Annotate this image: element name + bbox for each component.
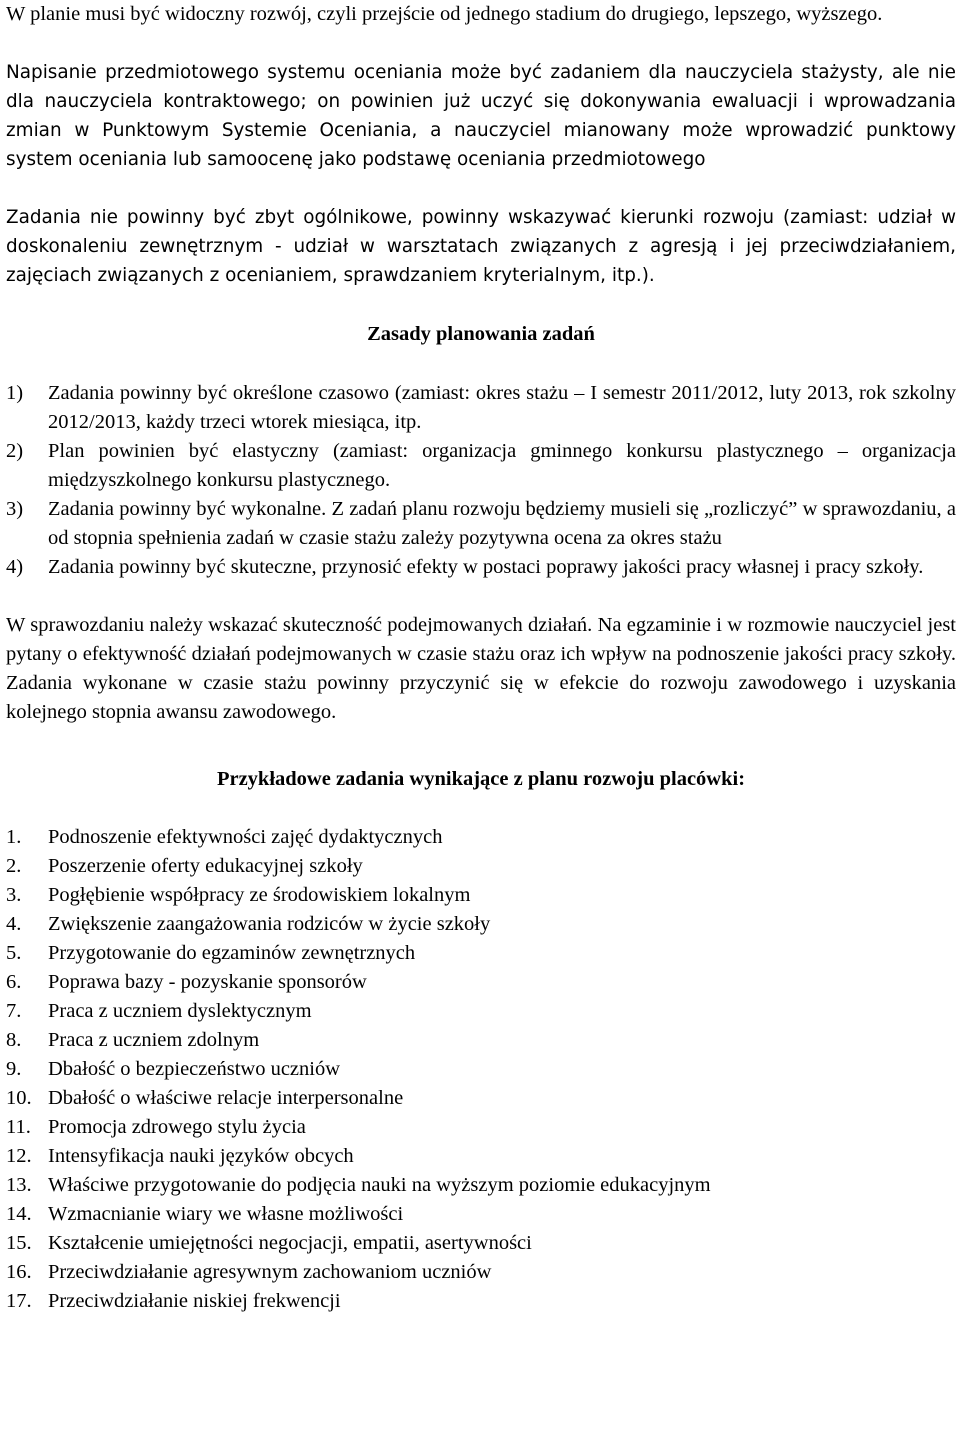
rule-number: 3) [6,498,24,520]
rule-number: 2) [6,440,24,462]
task-number: 4. [6,913,22,935]
spacer [6,29,956,58]
rule-number: 4) [6,556,24,578]
task-number: 9. [6,1058,22,1080]
task-item [6,1200,956,1229]
task-number: 7. [6,1000,22,1022]
task-number: 2. [6,855,22,877]
task-text: Promocja zdrowego stylu życia [48,1116,306,1138]
spacer [6,794,956,823]
spacer [6,582,956,611]
task-item [6,1084,956,1113]
tasks-list [6,823,956,1316]
document-page [6,0,956,1316]
task-text: Pogłębienie współpracy ze środowiskiem lokalnym [48,884,471,906]
task-text: Zwiększenie zaangażowania rodziców w życie szkoły [48,913,491,935]
task-number: 10. [6,1087,32,1109]
task-number: 13. [6,1174,32,1196]
task-number: 5. [6,942,22,964]
task-text: Przeciwdziałanie niskiej frekwencji [48,1290,341,1312]
task-text: Praca z uczniem zdolnym [48,1029,260,1051]
task-number: 17. [6,1290,32,1312]
task-text: Intensyfikacja nauki języków obcych [48,1145,354,1167]
task-item [6,881,956,910]
spacer [6,349,956,379]
task-text: Podnoszenie efektywności zajęć dydaktycznych [48,826,443,848]
rule-text: Zadania powinny być określone czasowo (zamiast: okres stażu – I semestr 2011/2012, luty 2013, rok szkolny 2012/2013, każdy trzeci wtorek miesiąca, itp. [48,382,956,433]
task-text: Poprawa bazy - pozyskanie sponsorów [48,971,367,993]
task-text: Praca z uczniem dyslektycznym [48,1000,312,1022]
task-item [6,939,956,968]
task-item [6,1026,956,1055]
task-item [6,1113,956,1142]
tasks-heading: Przykładowe zadania wynikające z planu rozwoju placówki: [216,768,746,790]
task-number: 14. [6,1203,32,1225]
task-item [6,823,956,852]
task-item [6,968,956,997]
task-text: Przeciwdziałanie agresywnym zachowaniom uczniów [48,1261,492,1283]
rules-heading: Zasady planowania zadań [367,323,595,345]
task-number: 15. [6,1232,32,1254]
task-number: 8. [6,1029,22,1051]
task-text: Przygotowanie do egzaminów zewnętrznych [48,942,416,964]
task-text: Właściwe przygotowanie do podjęcia nauki na wyższym poziomie edukacyjnym [48,1174,711,1196]
task-text: Wzmacnianie wiary we własne możliwości [48,1203,404,1225]
task-number: 12. [6,1145,32,1167]
task-text: Dbałość o właściwe relacje interpersonalne [48,1087,404,1109]
rule-item [6,495,956,553]
rule-item [6,379,956,437]
task-item [6,1171,956,1200]
task-number: 6. [6,971,22,993]
intro-paragraph-development: W planie musi być widoczny rozwój, czyli przejście od jednego stadium do drugiego, lepszego, wyższego. [6,3,883,25]
task-item [6,852,956,881]
task-item [6,1258,956,1287]
rule-text: Zadania powinny być wykonalne. Z zadań planu rozwoju będziemy musieli się „rozliczyć” w sprawozdaniu, a od stopnia spełnienia zadań w czasie stażu zależy pozytywna ocena za okres stażu [48,498,956,549]
rule-item [6,437,956,495]
task-item [6,997,956,1026]
task-number: 3. [6,884,22,906]
spacer [6,727,956,765]
task-number: 11. [6,1116,31,1138]
intro-paragraph-task-direction: Zadania nie powinny być zbyt ogólnikowe, powinny wskazywać kierunki rozwoju (zamiast: udział w doskonaleniu zewnętrznym - udział w warsztatach związanych z agresją i jej przeciwdziałaniem, zajęciach związanych z ocenianiem, sprawdzaniem kryterialnym, itp.). [6,207,956,286]
task-number: 16. [6,1261,32,1283]
task-text: Dbałość o bezpieczeństwo uczniów [48,1058,341,1080]
rule-item [6,553,956,582]
rules-list [6,379,956,582]
rule-text: Zadania powinny być skuteczne, przynosić efekty w postaci poprawy jakości pracy własnej i pracy szkoły. [48,556,924,578]
rule-number: 1) [6,382,24,404]
task-text: Poszerzenie oferty edukacyjnej szkoły [48,855,363,877]
task-item [6,1287,956,1316]
spacer [6,174,956,203]
intro-paragraph-assessment-system: Napisanie przedmiotowego systemu oceniania może być zadaniem dla nauczyciela stażysty, ale nie dla nauczyciela kontraktowego; on powinien już uczyć się dokonywania ewaluacji i wprowadzania zmian w Punktowym Systemie Oceniania, a nauczyciel mianowany może wprowadzić punktowy system oceniania lub samoocenę jako podstawę oceniania przedmiotowego [6,62,956,170]
task-item [6,910,956,939]
task-text: Kształcenie umiejętności negocjacji, empatii, asertywności [48,1232,532,1254]
report-paragraph: W sprawozdaniu należy wskazać skuteczność podejmowanych działań. Na egzaminie i w rozmowie nauczyciel jest pytany o efektywność działań podejmowanych w czasie stażu oraz ich wpływ na podnoszenie jakości pracy szkoły. Zadania wykonane w czasie stażu powinny przyczynić się w efekcie do rozwoju zawodowego i uzyskania kolejnego stopnia awansu zawodowego. [6,614,956,723]
task-item [6,1229,956,1258]
task-item [6,1055,956,1084]
task-item [6,1142,956,1171]
rule-text: Plan powinien być elastyczny (zamiast: organizacja gminnego konkursu plastycznego – organizacja międzyszkolnego konkursu plastycznego. [48,440,956,491]
task-number: 1. [6,826,22,848]
spacer [6,290,956,320]
